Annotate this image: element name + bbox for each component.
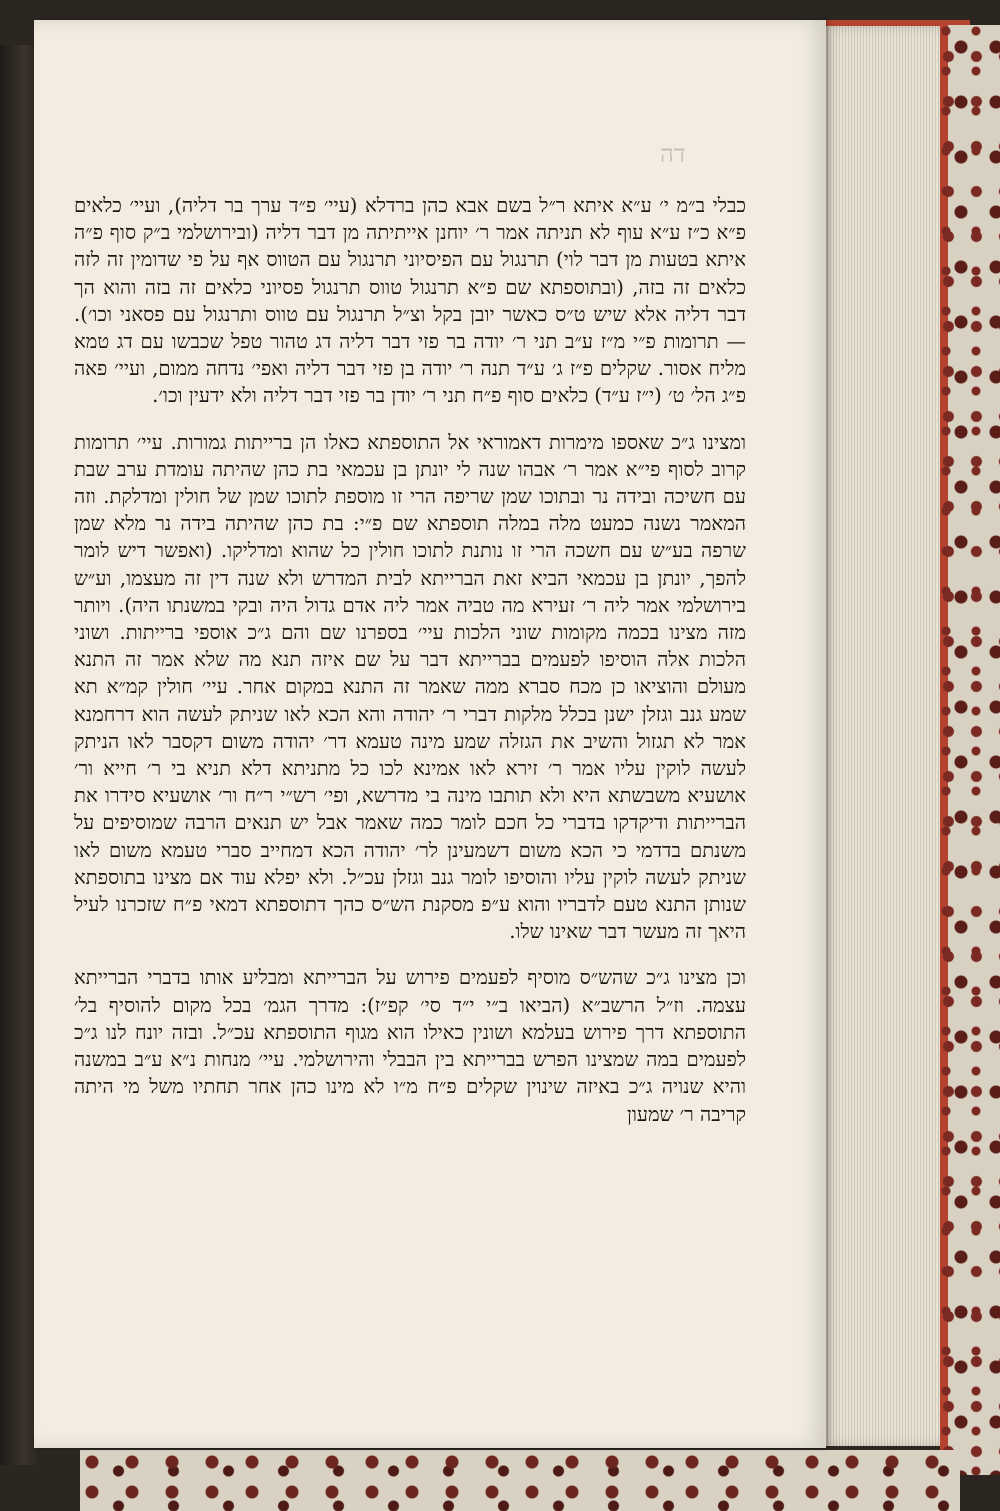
book-page: [34, 20, 826, 1448]
paragraph-1: כבלי ב״מ י׳ ע״א איתא ר״ל בשם אבא כהן ברדלא (עיי׳ פ״ד ערך בר דליה), ועיי׳ כלאים פ״א כ״ז ע״א עוף לא תניתה אמר ר׳ יוחנן אייתיתה מן דבר דליה (ובירושלמי ב״ק סוף פ״ה איתא בטעות מן דבר לוי) תרנגול עם הפיסיוני תרנגול עם הטווס אף על פי שדומין זה לזה כלאים זה בזה, (ובתוספתא שם פ״א תרנגול טווס תרנגול פסיוני כלאים זה בזה והוא הך דבר דליה אלא שיש ט״ס כאשר יובן בקל וצ״ל תרנגול עם טווס ותרנגול עם פסאני וכו׳). — תרומות פ״י מ״ז ע״ב תני ר׳ יודה בר פזי דבר דליה דג טהור טפל שכבשו עם דג טמא מליח אסור. שקלים פ״ז ג׳ ע״ד תנה ר׳ יודה בן פזי דבר דליה ואפי׳ נדחה ממום, ועיי׳ פאה פ״ג הל׳ ט׳ (י״ז ע״ד) כלאים סוף פ״ח תני ר׳ יודן בר פזי דבר דליה ולא ידעין וכו׳.: [74, 194, 746, 408]
paragraph-2: ומצינו ג״כ שאספו מימרות דאמוראי אל התוספתא כאלו הן ברייתות גמורות. עיי׳ תרומות קרוב לסוף פי״א אמר ר׳ אבהו שנה לי יונתן בן עכמאי בת כהן שהיתה עומדת ערב שבת עם חשיכה ובידה נר ובתוכו שמן שריפה הרי זו מוספת לתוכו שמן של חולין ומדלקת. וזה המאמר נשנה כמעט מלה במלה תוספתא שם פ״י: בת כהן שהיתה בידה נר מלא שמן שרפה בע״ש עם חשכה הרי זו נותנת לתוכו חולין כל שהוא ומדליקו. (ואפשר דיש לומר להפך, יונתן בן עכמאי הביא זאת הברייתא לבית המדרש ולא שנה דין זה מעצמו, וע״ש בירושלמי אמר ליה ר׳ זעירא מה טביה אמר ליה אדם גדול היה ובקי במשנתו היה). ויותר מזה מצינו בכמה מקומות שוני הלכות עיי׳ בספרנו שם והם ג״כ אוספי ברייתות. ושוני הלכות אלה הוסיפו לפעמים בברייתא דבר על שם איזה תנא מה שלא אמר זה התנא מעולם והוציאו כן מכח סברא ממה שאמר זה התנא במקום אחר. עיי׳ חולין קמ״א תא שמע גנב וגזלן ישנן בכלל מלקות דברי ר׳ יהודה והא הכא לאו שניתק לעשה הוא דרחמנא אמר לא תגזול והשיב את הגזלה שמע מינה טעמא דר׳ יהודה משום דקסבר לאו הניתק לעשה לוקין עליו אמר ר׳ זירא לאו אמינא לכו כל מתניתא דלא תניא בי ר׳ חייא ור׳ אושעיא משבשתא היא ולא תותבו מינה בי מדרשא, ופי׳ רש״י ר״ח ור׳ אושעיא סידרו את הברייתות ודיקדקו בדברי כל חכם לומר כמה שאמר אבל יש תנאים הרבה שמוסיפים על משנתם בדדמי כי הכא משום דשמעינן לר׳ יהודה הכא דמחייב סברי טעמא משום לאו שניתק לעשה לוקין עליו והוסיפו לומר גנב וגזלן עכ״ל. ולא יפלא עוד אם מצינו בתוספתא שנותן התנא טעם לדבריו והוא ע״פ מסקנת הש״ס כהך דתוספתא דמאי פ״ח שזכרנו לעיל היאך זה מעשר דבר שאינו שלו.: [74, 430, 746, 944]
marbled-cover-right: [940, 25, 1000, 1475]
page-body: [74, 192, 746, 1128]
paragraph-3: וכן מצינו ג״כ שהש״ס מוסיף לפעמים פירוש על הברייתא ומבליע אותו בדברי הברייתא עצמה. וז״ל הרשב״א (הביאו ב״י י״ד סי׳ קפ״ז): מדרך הגמ׳ בכל מקום להוסיף בל׳ התוספתא דרך פירוש בעלמא ושונין כאילו הוא מגוף התוספתא עכ״ל. ובזה יונח לנו ג״כ לפעמים במה שמצינו הפרש בברייתא בין הבבלי והירושלמי. עיי׳ מנחות נ״א ע״ב במשנה והיא שנויה ג״כ באיזה שינוין שקלים פ״ח מ״ו לא מינו כהן אחר תחתיו משל מי היתה קריבה ר׳ שמעון: [74, 966, 746, 1126]
page-number: דה: [660, 140, 686, 168]
marbled-cover-bottom: [80, 1450, 960, 1511]
page-stack-edge: [822, 26, 940, 1446]
